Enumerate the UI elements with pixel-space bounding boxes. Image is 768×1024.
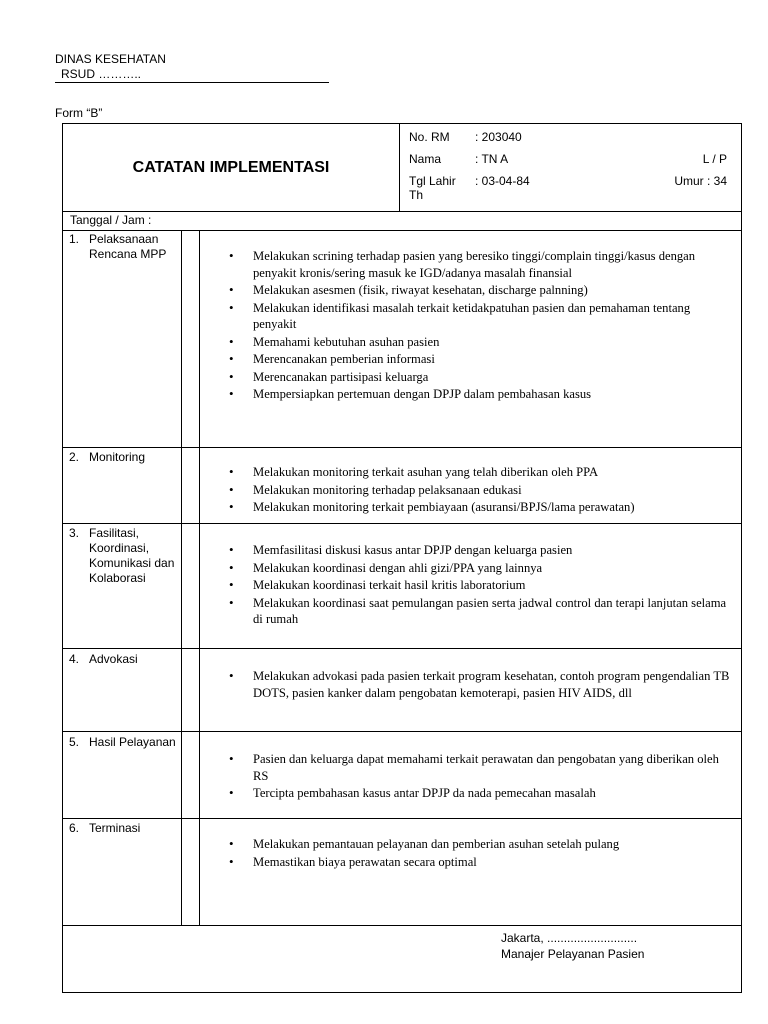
list-item: • Melakukan monitoring terkait asuhan yang telah diberikan oleh PPA [223,464,735,481]
rm-value: : 203040 [475,130,522,144]
section-number: 1. [69,232,80,246]
signer-role: Manajer Pelayanan Pasien [501,947,645,961]
section-items [223,836,735,871]
section-title: Fasilitasi, Koordinasi, Komunikasi dan Kolaborasi [89,526,175,585]
column-divider [199,231,200,925]
section-items [223,248,735,404]
section-label [69,821,179,836]
dob-value: : 03-04-84 [475,174,530,188]
column-divider [181,231,182,925]
form-title: CATATAN IMPLEMENTASI [63,124,400,211]
implementation-form [62,123,742,993]
list-item: • Melakukan asesmen (fisik, riwayat kesehatan, discharge palnning) [223,282,735,299]
list-item: • Melakukan koordinasi terkait hasil kritis laboratorium [223,577,735,594]
section-title: Pelaksanaan Rencana MPP [89,232,167,261]
divider [63,523,741,524]
section-label [69,232,179,262]
divider [63,925,741,926]
list-item: • Memahami kebutuhan asuhan pasien [223,334,735,351]
section-label [69,450,179,465]
name-label: Nama [409,152,442,166]
section-title: Hasil Pelayanan [89,735,176,749]
section-number: 6. [69,821,80,835]
place-date: Jakarta, ........................... [501,931,638,945]
age-unit: Th [409,188,424,202]
section-number: 2. [69,450,80,464]
document-header [55,52,329,83]
gender-options: L / P [702,152,727,166]
list-item: • Melakukan pemantauan pelayanan dan pemberian asuhan setelah pulang [223,836,735,853]
section-number: 3. [69,526,80,540]
section-title: Monitoring [89,450,146,464]
list-item: • Memfasilitasi diskusi kasus antar DPJP dengan keluarga pasien [223,542,735,559]
section-items [223,668,735,702]
section-items [223,542,735,629]
list-item: • Melakukan advokasi pada pasien terkait program kesehatan, contoh program pengendalian TB DOTS, pasien kanker dalam pengobatan kemoterapi, pasien HIV AIDS, dll [223,668,735,701]
section-label [69,652,179,667]
age-label: Umur : 34 [674,174,727,188]
list-item: • Tercipta pembahasan kasus antar DPJP da nada pemecahan masalah [223,785,735,802]
rsud-name: RSUD ……….. [55,67,329,83]
list-item: • Pasien dan keluarga dapat memahami terkait perawatan dan pengobatan yang diberikan oleh RS [223,751,735,784]
list-item: • Melakukan koordinasi dengan ahli gizi/PPA yang lainnya [223,560,735,577]
section-title: Terminasi [89,821,141,835]
list-item: • Mempersiapkan pertemuan dengan DPJP dalam pembahasan kasus [223,386,735,403]
section-label [69,735,179,750]
divider [63,731,741,732]
signature-block [501,930,644,962]
rm-label: No. RM [409,130,450,144]
section-items [223,464,735,517]
section-title: Advokasi [89,652,138,666]
divider [63,211,741,212]
section-label [69,526,179,586]
org-name: DINAS KESEHATAN [55,52,166,66]
patient-info [409,130,735,202]
list-item: • Merencanakan pemberian informasi [223,351,735,368]
list-item: • Melakukan monitoring terkait pembiayaan (asuransi/BPJS/lama perawatan) [223,499,735,516]
section-items [223,751,735,803]
list-item: • Merencanakan partisipasi keluarga [223,369,735,386]
dob-label: Tgl Lahir [409,174,456,188]
list-item: • Memastikan biaya perawatan secara optimal [223,854,735,871]
section-number: 4. [69,652,80,666]
divider [63,648,741,649]
divider [63,818,741,819]
name-value: : TN A [475,152,509,166]
list-item: • Melakukan monitoring terhadap pelaksanaan edukasi [223,482,735,499]
divider [63,230,741,231]
list-item: • Melakukan scrining terhadap pasien yang beresiko tinggi/complain tinggi/kasus dengan penyakit kronis/sering masuk ke IGD/adanya masalah finansial [223,248,735,281]
form-label: Form “B” [55,106,103,120]
section-number: 5. [69,735,80,749]
list-item: • Melakukan koordinasi saat pemulangan pasien serta jadwal control dan terapi lanjutan selama di rumah [223,595,735,628]
tanggal-label: Tanggal / Jam : [70,213,152,227]
divider [63,447,741,448]
list-item: • Melakukan identifikasi masalah terkait ketidakpatuhan pasien dan pemahaman tentang penyakit [223,300,735,333]
